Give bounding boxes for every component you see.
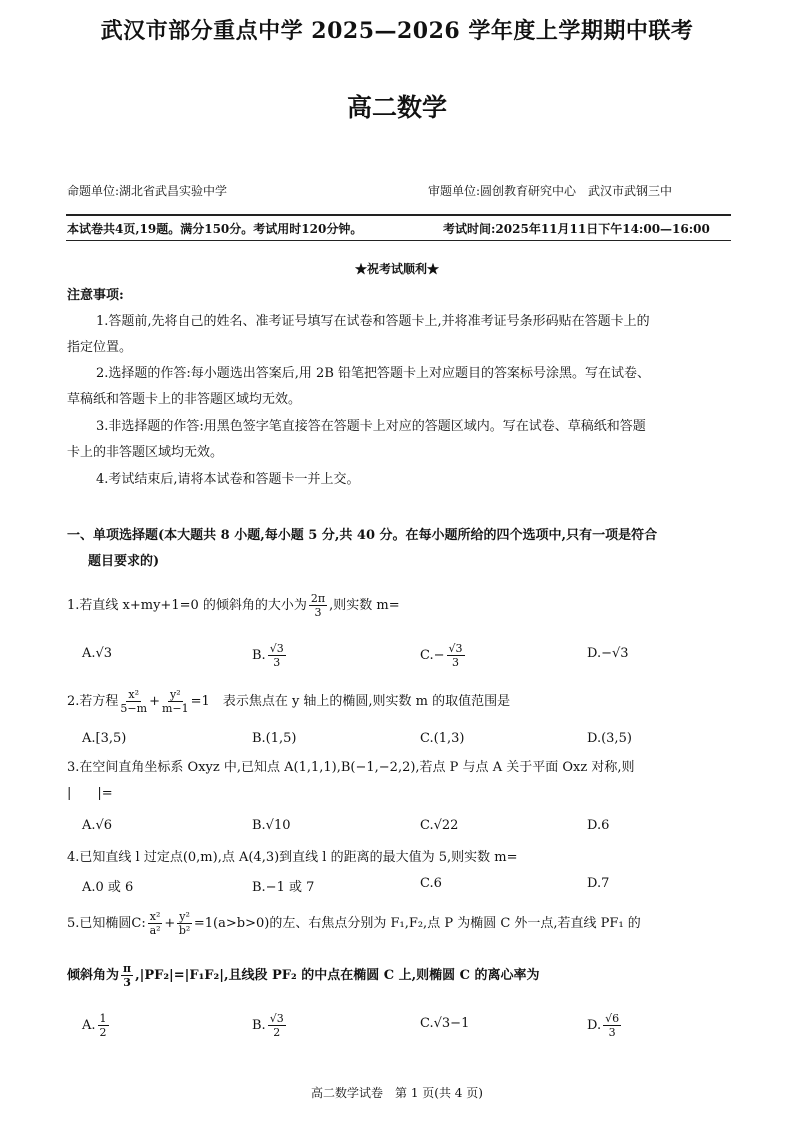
question-5-stem: 5.已知椭圆C: $\frac{\text{x²}}{\text{a²}}$ + $\frac{\text{y²}}{\text{b²}}$ =1(a>b>0)的左、右焦点分别为 F₁,F₂,点 P 为椭圆 C 外一点,若直线 PF₁ 的 (67, 910, 641, 937)
review-unit: 审题单位:圆创教育研究中心 武汉市武钢三中 (428, 184, 673, 198)
q1-option-d: D.−√3 (587, 646, 629, 661)
notice-item-2-cont: 草稿纸和答题卡上的非答题区域均无效。 (67, 392, 302, 407)
section-heading: 一、单项选择题(本大题共 8 小题,每小题 5 分,共 40 分。在每小题所给的四个选项中,只有一项是符合 (67, 528, 658, 543)
q3-option-a: A.√6 (82, 818, 113, 833)
notice-item-4: 4.考试结束后,请将本试卷和答题卡一并上交。 (96, 472, 360, 487)
notice-item-3: 3.非选择题的作答:用黑色签字笔直接答在答题卡上对应的答题区域内。写在试卷、草稿纸和答题 (96, 419, 646, 434)
q1-angle-fraction: $\frac{2\pi}{3}$ (310, 592, 326, 619)
q3-option-c: C.√22 (420, 818, 459, 833)
section-heading-cont: 题目要求的) (88, 554, 160, 569)
q3-option-b: B.√10 (252, 818, 291, 833)
question-2-stem: 2.若方程 $\frac{\text{x²}}{5-m}$ + $\frac{\text{y²}}{m-1}$ =1 表示焦点在 y 轴上的椭圆,则实数 m 的取值范围是 (67, 688, 511, 715)
subject-title: 高二数学 (346, 93, 447, 122)
q4-option-d: D.7 (587, 876, 610, 891)
notice-heading: 注意事项: (67, 288, 124, 303)
exam-title: 武汉市部分重点中学 2025—2026 学年度上学期期中联考 (100, 18, 694, 44)
q2-option-c: C.(1,3) (420, 731, 465, 746)
q4-option-b: B.−1 或 7 (252, 880, 315, 895)
q2-option-b: B.(1,5) (252, 731, 297, 746)
divider-bottom (66, 240, 731, 241)
q1-option-c: C.− $\frac{√3}{3}$ (420, 642, 463, 669)
q1-option-b: B. $\frac{√3}{3}$ (252, 642, 284, 669)
question-5-stem-cont: 倾斜角为 $\frac{\pi}{3}$ ,|PF₂|=|F₁F₂|,且线段 PF₂ 的中点在椭圆 C 上,则椭圆 C 的离心率为 (67, 962, 540, 989)
q5-option-b: B. $\frac{√3}{2}$ (252, 1012, 284, 1039)
question-1-stem: 1.若直线 x+my+1=0 的倾斜角的大小为 $\frac{2\pi}{3}$ ,则实数 m= (67, 592, 400, 619)
question-4-stem: 4.已知直线 l 过定点(0,m),点 A(4,3)到直线 l 的距离的最大值为 5,则实数 m= (67, 850, 518, 865)
q1-option-a: A.√3 (82, 646, 113, 661)
notice-item-1: 1.答题前,先将自己的姓名、准考证号填写在试卷和答题卡上,并将准考证号条形码贴在答题卡上的 (96, 314, 650, 329)
page-footer: 高二数学试卷 第 1 页(共 4 页) (311, 1086, 483, 1100)
notice-item-3-cont: 卡上的非答题区域均无效。 (67, 445, 224, 460)
author-unit: 命题单位:湖北省武昌实验中学 (67, 184, 228, 198)
q5-option-d: D. $\frac{√6}{3}$ (587, 1012, 620, 1039)
question-3-stem-cont: | |= (67, 786, 113, 801)
divider-top (66, 214, 731, 216)
q4-option-a: A.0 或 6 (82, 880, 134, 895)
q3-option-d: D.6 (587, 818, 610, 833)
good-luck: ★祝考试顺利★ (354, 262, 439, 276)
notice-item-1-cont: 指定位置。 (67, 340, 133, 355)
q4-option-c: C.6 (420, 876, 442, 891)
notice-item-2: 2.选择题的作答:每小题选出答案后,用 2B 铅笔把答题卡上对应题目的答案标号涂黑。写在试卷、 (96, 366, 651, 381)
q2-option-a: A.[3,5) (82, 731, 127, 746)
exam-info: 本试卷共4页,19题。满分150分。考试用时120分钟。 (67, 222, 363, 236)
q2-option-d: D.(3,5) (587, 731, 632, 746)
q5-option-a: A. $\frac{1}{2}$ (82, 1012, 107, 1039)
q5-option-c: C.√3−1 (420, 1016, 470, 1031)
exam-time: 考试时间:2025年11月11日下午14:00—16:00 (443, 222, 710, 236)
question-3-stem: 3.在空间直角坐标系 Oxyz 中,已知点 A(1,1,1),B(−1,−2,2),若点 P 与点 A 关于平面 Oxz 对称,则 (67, 760, 635, 775)
